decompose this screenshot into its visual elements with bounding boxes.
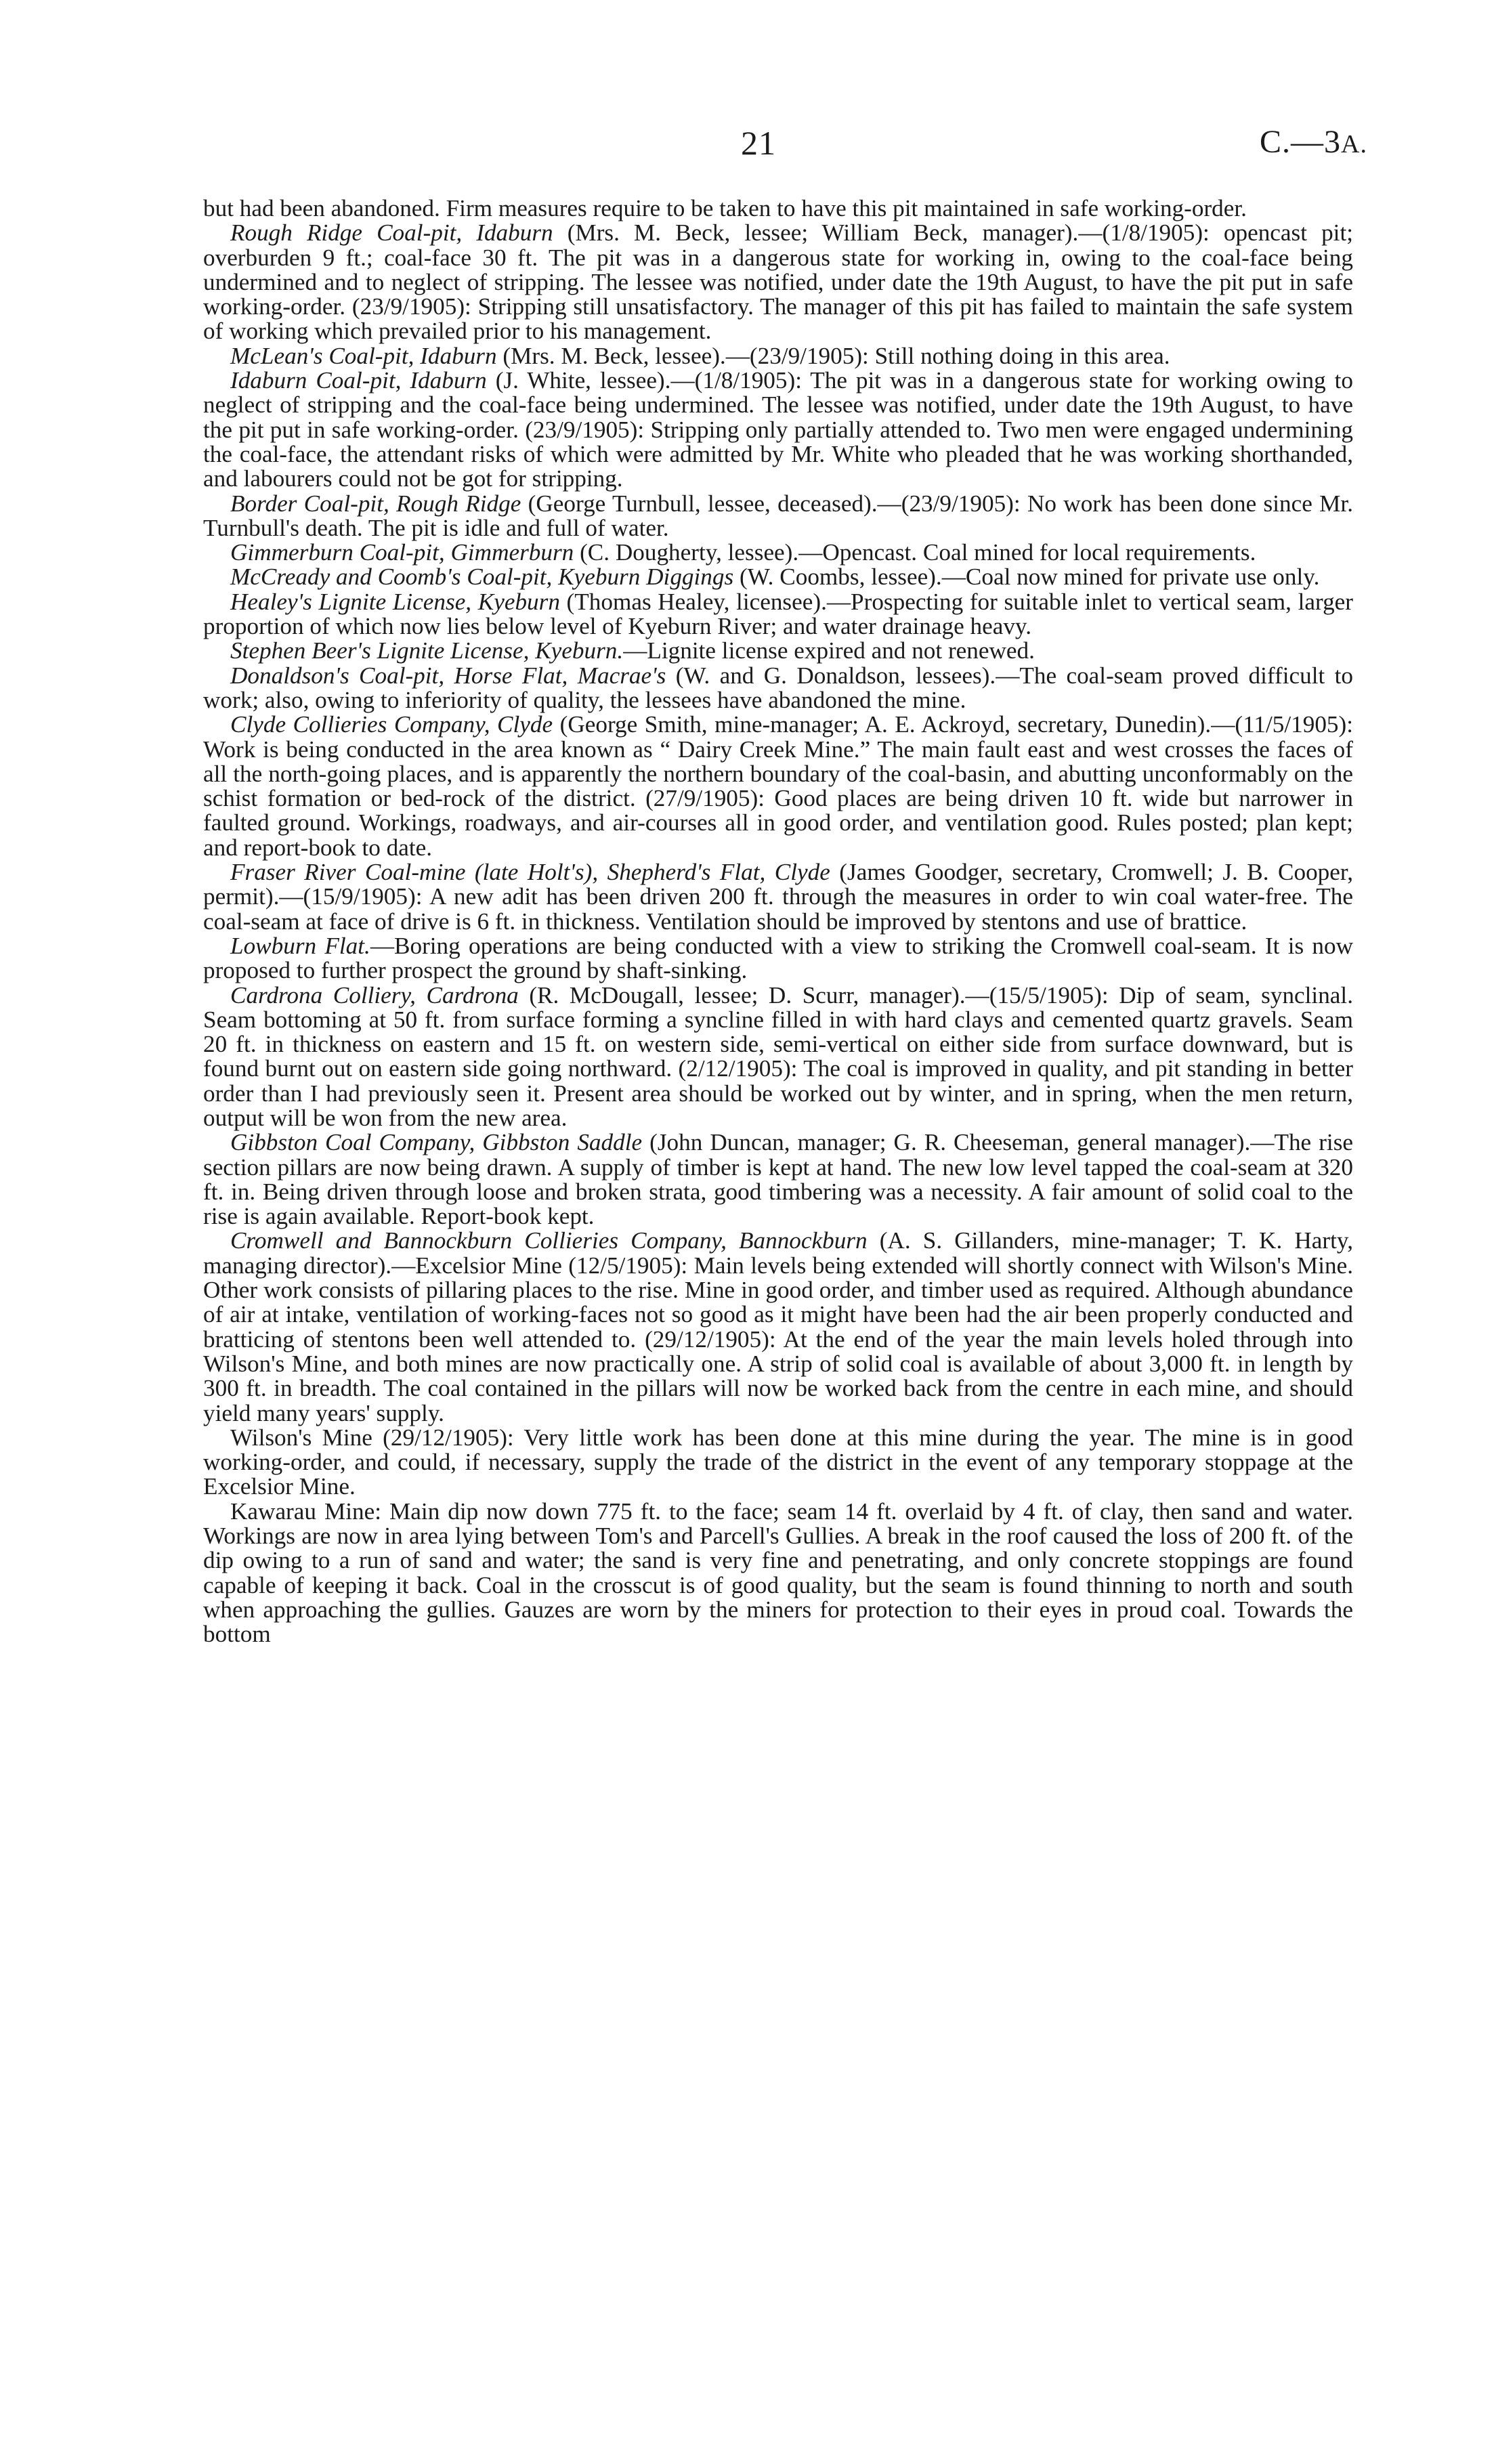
paragraph-title: Gibbston Coal Company, Gibbston Saddle <box>230 1129 643 1156</box>
paragraph <box>203 983 1353 1131</box>
paragraph-title: Stephen Beer's Lignite License, Kyeburn. <box>230 637 624 664</box>
paragraph-text: (Mrs. M. Beck, lessee).—(23/9/1905): Still nothing doing in this area. <box>496 342 1170 369</box>
paragraph-text: (W. and G. Donaldson, lessees).—The coal-seam proved difficult to work; also, owing to inferiority of quality, the lessees have abandoned the mine. <box>203 662 1353 713</box>
paragraph-text: Wilson's Mine (29/12/1905): Very little work has been done at this mine during the year. The mine is in good working-order, and could, if necessary, supply the trade of the district in the event of any temporary stoppage at the Excelsior Mine. <box>203 1424 1353 1500</box>
paragraph <box>203 344 1353 368</box>
paragraph <box>203 540 1353 565</box>
paragraph-text: but had been abandoned. Firm measures require to be taken to have this pit maintained in safe working-order. <box>203 195 1247 221</box>
paragraph-title: McLean's Coal-pit, Idaburn <box>230 342 497 369</box>
paragraph <box>203 1130 1353 1229</box>
page-number: 21 <box>741 124 776 162</box>
paragraph-text: (George Smith, mine-manager; A. E. Ackroyd, secretary, Dunedin).—(11/5/1905): Work is being conducted in the area known as “ Dairy Creek Mine.” The main fault east and west crosses the faces of all the north-going places, and is apparently the northern boundary of the coal-basin, and abutting unconformably on the schist formation or bed-rock of the district. (27/9/1905): Good places are being driven 10 ft. wide but narrower in faulted ground. Workings, roadways, and air-courses all in good order, and ventilation good. Rules posted; plan kept; and report-book to date. <box>203 711 1353 861</box>
paragraph <box>203 565 1353 589</box>
paragraph-text: (W. Coombs, lessee).—Coal now mined for private use only. <box>733 564 1320 591</box>
paragraph <box>203 860 1353 934</box>
paragraph <box>203 713 1353 860</box>
paragraph <box>203 934 1353 983</box>
paragraph-text: (George Turnbull, lessee, deceased).—(23/9/1905): No work has been done since Mr. Turnbull's death. The pit is idle and full of water. <box>203 490 1354 541</box>
paragraph <box>203 664 1353 713</box>
paragraph-text: (J. White, lessee).—(1/8/1905): The pit was in a dangerous state for working owing to neglect of stripping and the coal-face being undermined. The lessee was notified, under date the 19th August, to have the pit put in safe working-order. (23/9/1905): Stripping only partially attended to. Two men were engaged undermining the coal-face, the attendant risks of which were admitted by Mr. White who pleaded that he was working shorthanded, and labourers could not be got for stripping. <box>203 367 1353 492</box>
paragraph-title: Rough Ridge Coal-pit, Idaburn <box>230 219 553 247</box>
paragraph-title: McCready and Coomb's Coal-pit, Kyeburn Diggings <box>230 564 734 591</box>
paragraph-text: (R. McDougall, lessee; D. Scurr, manager).—(15/5/1905): Dip of seam, synclinal. Seam bottoming at 50 ft. from surface forming a syncline filled in with hard clays and cemented quartz gravels. Seam 20 ft. in thickness on eastern and 15 ft. on western side, semi-vertical on either side from surface downward, but is found burnt out on eastern side going northward. (2/12/1905): The coal is improved in quality, and pit standing in better order than I had previously seen it. Present area should be worked out by winter, and in spring, when the men return, output will be won from the new area. <box>203 981 1353 1131</box>
paragraph <box>203 1229 1353 1425</box>
paragraph-text: —Lignite license expired and not renewed. <box>623 637 1035 664</box>
paragraph-text: (C. Dougherty, lessee).—Opencast. Coal mined for local requirements. <box>574 539 1256 566</box>
body-text <box>203 196 1353 1647</box>
paragraph-title: Gimmerburn Coal-pit, Gimmerburn <box>230 539 574 566</box>
paragraph-text: (Mrs. M. Beck, lessee; William Beck, manager).—(1/8/1905): opencast pit; overburden 9 ft.; coal-face 30 ft. The pit was in a dangerous state for working in, owing to the coal-face being undermined and to neglect of stripping. The lessee was notified, under date the 19th August, to have the pit put in safe working-order. (23/9/1905): Stripping still unsatisfactory. The manager of this pit has failed to maintain the safe system of working which prevailed prior to his management. <box>203 219 1354 345</box>
paragraph-text: Kawarau Mine: Main dip now down 775 ft. to the face; seam 14 ft. overlaid by 4 ft. of clay, then sand and water. Workings are now in area lying between Tom's and Parcell's Gullies. A break in the roof caused the loss of 200 ft. of the dip owing to a run of sand and water; the sand is very fine and penetrating, and only concrete stoppings are found capable of keeping it back. Coal in the crosscut is of good quality, but the seam is found thinning to north and south when approaching the gullies. Gauzes are worn by the miners for protection to their eyes in proud coal. Towards the bottom <box>203 1497 1353 1648</box>
paragraph-title: Border Coal-pit, Rough Ridge <box>230 490 521 517</box>
paragraph-title: Lowburn Flat. <box>230 932 370 959</box>
paragraph <box>203 639 1353 663</box>
paragraph-text: (Thomas Healey, licensee).—Prospecting for suitable inlet to vertical seam, larger proportion of which now lies below level of Kyeburn River; and water drainage heavy. <box>203 588 1353 640</box>
paragraph-title: Cardrona Colliery, Cardrona <box>230 981 519 1008</box>
paragraph <box>203 590 1353 639</box>
paragraph-title: Healey's Lignite License, Kyeburn <box>230 588 560 615</box>
paragraph <box>203 492 1353 541</box>
paragraph <box>203 221 1353 343</box>
document-reference-suffix: A. <box>1341 130 1367 158</box>
paragraph <box>203 196 1353 221</box>
paragraph-title: Clyde Collieries Company, Clyde <box>230 711 553 738</box>
document-reference <box>1260 123 1367 161</box>
paragraph <box>203 1426 1353 1500</box>
paragraph-title: Cromwell and Bannockburn Collieries Company, Bannockburn <box>230 1227 868 1254</box>
paragraph-text: (A. S. Gillanders, mine-manager; T. K. Harty, managing director).—Excelsior Mine (12/5/1905): Main levels being extended will shortly connect with Wilson's Mine. Other work consists of pillaring places to the rise. Mine in good order, and timber used as required. Although abundance of air at intake, ventilation of working-faces not so good as it might have been had the air been properly conducted and bratticing of stentons been well attended to. (29/12/1905): At the end of the year the main levels holed through into Wilson's Mine, and both mines are now practically one. A strip of solid coal is available of about 3,000 ft. in length by 300 ft. in breadth. The coal contained in the pillars will now be worked back from the centre in each mine, and should yield many years' supply. <box>203 1227 1353 1426</box>
paragraph <box>203 1497 1353 1648</box>
paragraph <box>203 368 1353 491</box>
paragraph-text: (James Goodger, secretary, Cromwell; J. B. Cooper, permit).—(15/9/1905): A new adit has been driven 200 ft. through the measures in order to win coal water-free. The coal-seam at face of drive is 6 ft. in thickness. Ventilation should be improved by stentons and use of brattice. <box>203 859 1353 935</box>
paragraph-text: (John Duncan, manager; G. R. Cheeseman, general manager).—The rise section pillars are now being drawn. A supply of timber is kept at hand. The new low level tapped the coal-seam at 320 ft. in. Being driven through loose and broken strata, good timbering was a necessity. A fair amount of solid coal to the rise is again available. Report-book kept. <box>203 1129 1354 1230</box>
paragraph-title: Fraser River Coal-mine (late Holt's), Shepherd's Flat, Clyde <box>230 859 830 886</box>
document-reference-code: C.—3 <box>1260 124 1342 160</box>
paragraph-title: Donaldson's Coal-pit, Horse Flat, Macrae's <box>230 662 666 689</box>
paragraph-title: Idaburn Coal-pit, Idaburn <box>230 367 487 394</box>
paragraph-text: —Boring operations are being conducted with a view to striking the Cromwell coal-seam. It is now proposed to further prospect the ground by shaft-sinking. <box>203 932 1354 984</box>
